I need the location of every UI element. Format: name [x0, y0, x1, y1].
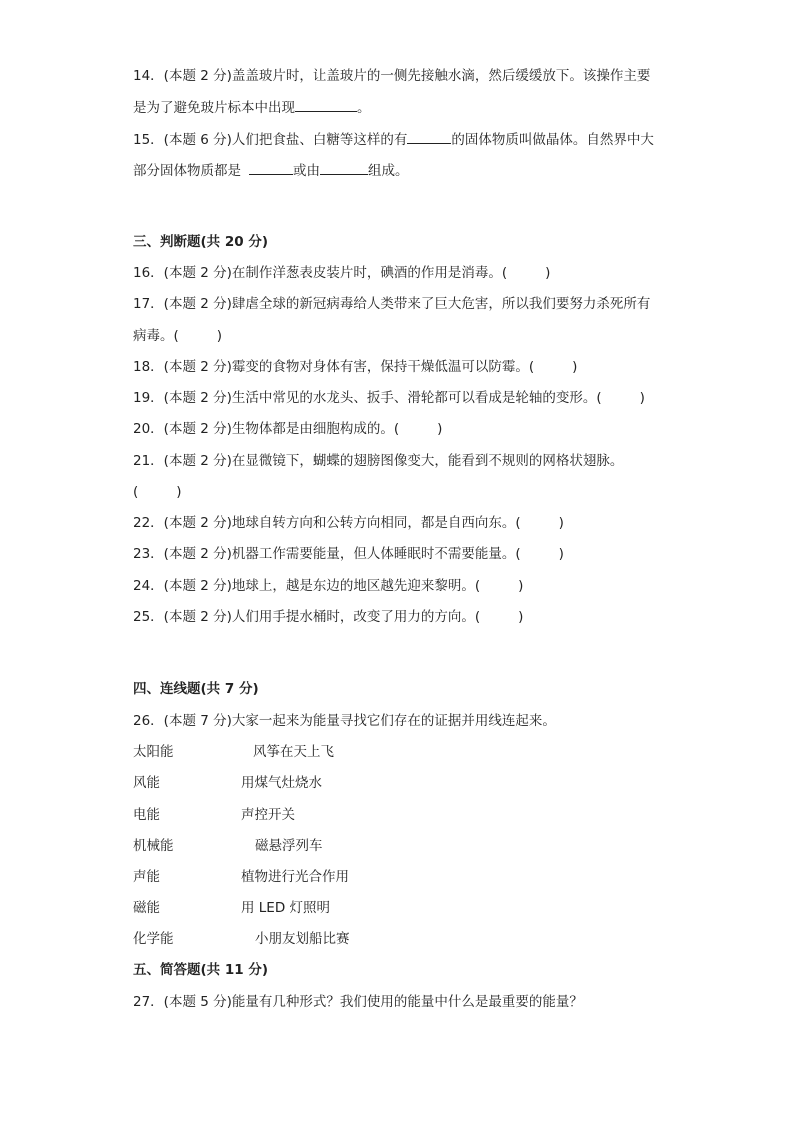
question-text: 23．(本题 2 分)机器工作需要能量，但人体睡眠时不需要能量。(	[133, 546, 521, 562]
question-17-line1: 17．(本题 2 分)肆虐全球的新冠病毒给人类带来了巨大危害，所以我们要努力杀死所有	[133, 296, 651, 312]
question-26: 26．(本题 7 分)大家一起来为能量寻找它们存在的证据并用线连起来。	[133, 713, 556, 729]
q15-text2: 部分固体物质都是	[133, 163, 241, 179]
answer-blank[interactable]	[320, 160, 368, 175]
energy-right-item[interactable]: 用煤气灶烧水	[241, 775, 322, 791]
question-27: 27．(本题 5 分)能量有几种形式？我们使用的能量中什么是最重要的能量？	[133, 994, 583, 1010]
question-text: 24．(本题 2 分)地球上，越是东边的地区越先迎来黎明。(	[133, 578, 481, 594]
question-text: 22．(本题 2 分)地球自转方向和公转方向相同，都是自西向东。(	[133, 515, 521, 531]
question-18	[133, 357, 577, 377]
q15-text-mid: 的固体物质叫做晶体。自然界中大	[451, 132, 654, 148]
q14-text: 是为了避免玻片标本中出现	[133, 100, 295, 116]
q15-text4: 组成。	[368, 163, 409, 179]
answer-blank[interactable]	[295, 97, 357, 112]
question-20	[133, 419, 442, 439]
question-21-line2	[133, 482, 182, 502]
question-19	[133, 388, 645, 408]
paren-close: )	[176, 484, 182, 500]
section-4-title: 四、连线题(共 7 分)	[133, 681, 259, 697]
question-15-line2	[133, 160, 409, 181]
answer-blank[interactable]	[249, 160, 293, 175]
question-16	[133, 263, 550, 283]
q14-text-end: 。	[357, 100, 371, 116]
paren-open: (	[133, 484, 139, 500]
paren-close: )	[437, 421, 443, 437]
energy-left-item[interactable]: 机械能	[133, 838, 174, 854]
question-21-line1: 21．(本题 2 分)在显微镜下，蝴蝶的翅膀图像变大，能看到不规则的网格状翅脉。	[133, 453, 624, 469]
question-24	[133, 576, 523, 596]
question-15-line1	[133, 129, 654, 150]
paren-close: )	[518, 578, 524, 594]
energy-left-item[interactable]: 声能	[133, 869, 160, 885]
q15-text: 15．(本题 6 分)人们把食盐、白糖等这样的有	[133, 132, 408, 148]
question-14-line2	[133, 97, 371, 118]
question-23	[133, 544, 564, 564]
q15-text3: 或由	[293, 163, 320, 179]
question-text: 25．(本题 2 分)人们用手提水桶时，改变了用力的方向。(	[133, 609, 481, 625]
energy-left-item[interactable]: 化学能	[133, 931, 174, 947]
energy-right-item[interactable]: 小朋友划船比赛	[255, 931, 350, 947]
energy-left-item[interactable]: 电能	[133, 807, 160, 823]
energy-right-item[interactable]: 植物进行光合作用	[241, 869, 349, 885]
energy-right-item[interactable]: 声控开关	[241, 807, 295, 823]
question-text: 病毒。(	[133, 328, 179, 344]
paren-close: )	[639, 390, 645, 406]
question-17-line2	[133, 326, 222, 346]
answer-blank[interactable]	[407, 129, 451, 144]
question-25	[133, 607, 523, 627]
paren-close: )	[545, 265, 551, 281]
energy-left-item[interactable]: 风能	[133, 775, 160, 791]
section-5-title: 五、简答题(共 11 分)	[133, 962, 269, 978]
energy-left-item[interactable]: 磁能	[133, 900, 160, 916]
paren-close: )	[558, 515, 564, 531]
paren-close: )	[518, 609, 524, 625]
question-text: 16．(本题 2 分)在制作洋葱表皮装片时，碘酒的作用是消毒。(	[133, 265, 508, 281]
energy-right-item[interactable]: 风筝在天上飞	[253, 744, 334, 760]
question-14-line1: 14．(本题 2 分)盖盖玻片时，让盖玻片的一侧先接触水滴，然后缓缓放下。该操作主要	[133, 68, 651, 84]
paren-close: )	[558, 546, 564, 562]
energy-right-item[interactable]: 用 LED 灯照明	[241, 900, 331, 916]
question-text: 18．(本题 2 分)霉变的食物对身体有害，保持干燥低温可以防霉。(	[133, 359, 535, 375]
paren-close: )	[216, 328, 223, 344]
question-22	[133, 513, 564, 533]
paren-close: )	[572, 359, 578, 375]
section-3-title: 三、判断题(共 20 分)	[133, 234, 269, 250]
energy-left-item[interactable]: 太阳能	[133, 744, 174, 760]
energy-right-item[interactable]: 磁悬浮列车	[255, 838, 323, 854]
question-text: 20．(本题 2 分)生物体都是由细胞构成的。(	[133, 421, 400, 437]
question-text: 19．(本题 2 分)生活中常见的水龙头、扳手、滑轮都可以看成是轮轴的变形。(	[133, 390, 602, 406]
